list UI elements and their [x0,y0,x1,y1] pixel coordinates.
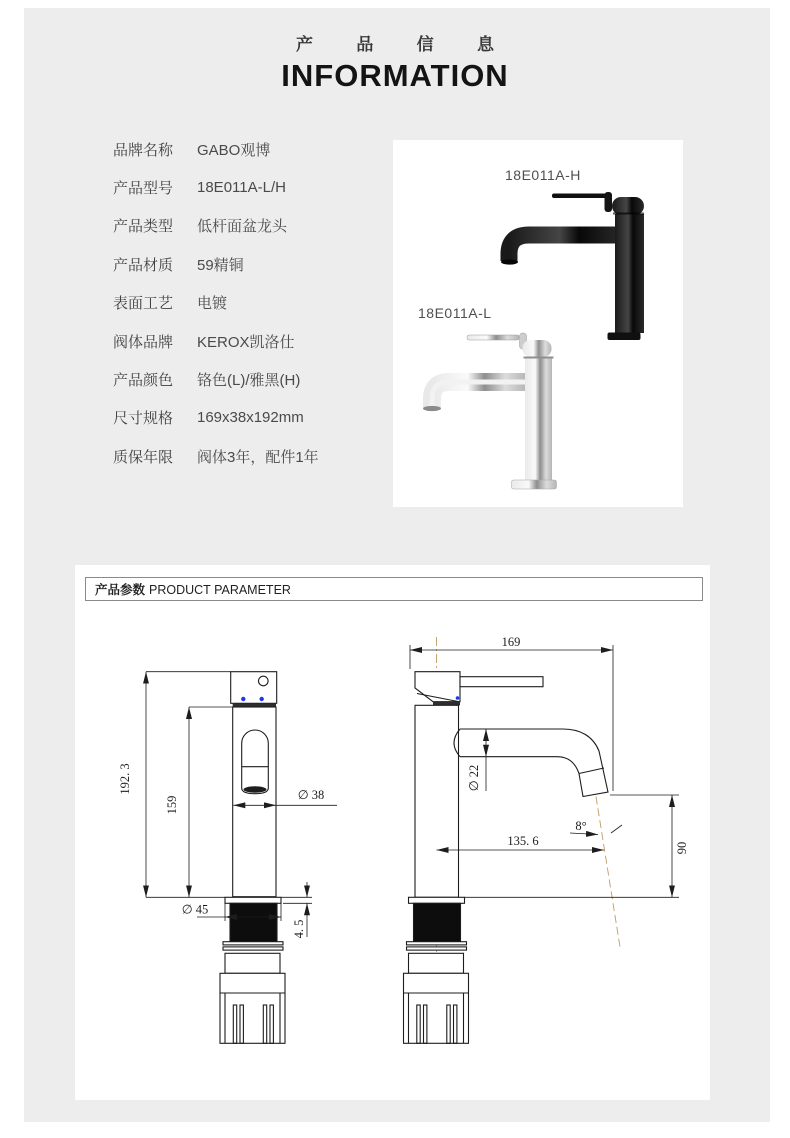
spec-value: 59精铜 [197,256,244,274]
spec-label: 质保年限 [113,448,174,466]
dim-spout-height: 90 [675,841,689,855]
page-title-chinese: 产品信息 [295,35,538,54]
spec-label: 阀体品牌 [113,333,174,351]
dim-total-height: 192. 3 [118,763,132,795]
spec-row-brand [113,130,383,168]
spec-label: 产品型号 [113,180,174,198]
spec-row-model [113,168,383,206]
front-view-drawing [118,672,337,1044]
spec-value: KEROX凯洛仕 [197,333,295,351]
spec-value: 铬色(L)/雅黑(H) [197,372,301,390]
dim-body-diameter: ∅ 38 [297,788,325,802]
spec-value: 低杆面盆龙头 [197,218,288,236]
dim-spout-reach: 135. 6 [507,834,539,848]
spec-label: 尺寸规格 [113,410,174,428]
dim-base-diameter: ∅ 45 [181,902,209,917]
model-label-chrome: 18E011A-L [418,305,492,321]
spec-row-color [113,360,383,398]
parameter-title-english: PRODUCT PARAMETER [149,583,291,597]
parameter-panel [75,565,710,1100]
side-view-drawing [404,635,690,1043]
parameter-title-chinese: 产品参数 [95,583,146,597]
spec-label: 产品类型 [113,218,174,236]
spec-label: 表面工艺 [113,295,174,313]
product-photo-panel [393,140,683,507]
spec-row-size [113,399,383,437]
spec-row-warranty [113,437,383,475]
dim-stream-angle: 8° [575,819,587,833]
spec-row-material [113,245,383,283]
spec-value: 阀体3年，配件1年 [197,448,319,466]
model-label-black: 18E011A-H [505,167,581,183]
spec-value: 169x38x192mm [197,409,304,427]
black-faucet-image [501,192,644,340]
spec-label: 产品颜色 [113,372,174,390]
chrome-faucet-image [423,333,557,489]
spec-value: GABO观博 [197,141,271,159]
spec-table [113,130,383,476]
spec-value: 18E011A-L/H [197,179,286,197]
page-title-english: INFORMATION [281,58,509,93]
dim-deck-thickness: 4. 5 [292,919,306,939]
spec-label: 品牌名称 [113,141,174,159]
spec-row-valve-brand [113,322,383,360]
spec-label: 产品材质 [113,256,174,274]
faucet-photos-image [393,140,683,507]
spec-row-finish [113,284,383,322]
dim-spout-diameter: ∅ 22 [467,764,481,792]
dim-body-height: 159 [165,795,179,815]
technical-drawing [75,565,710,1100]
spec-row-type [113,207,383,245]
spec-value: 电镀 [197,295,228,313]
dim-total-length: 169 [501,635,521,649]
